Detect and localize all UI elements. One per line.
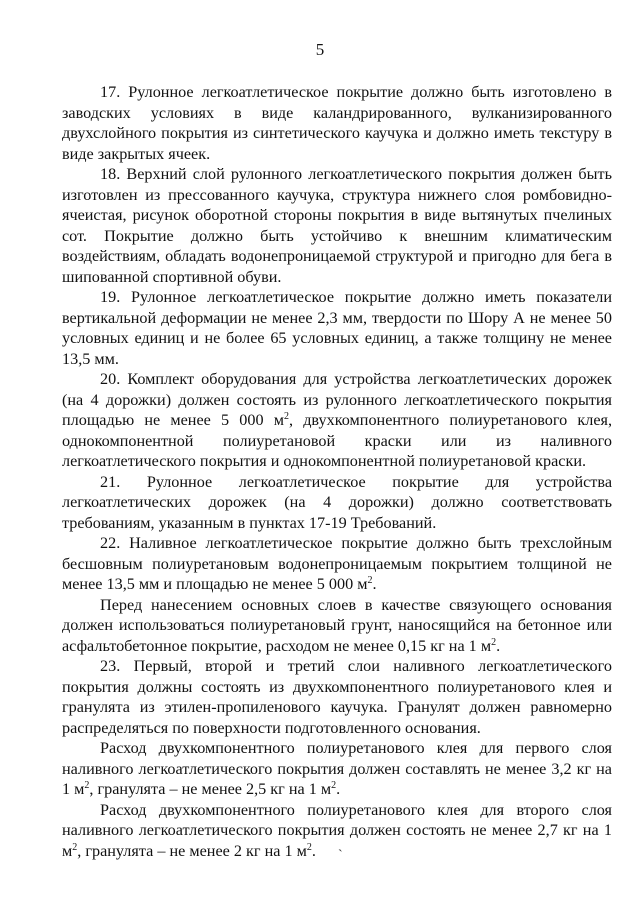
paragraph-text: .	[496, 636, 501, 655]
paragraph-18: 18. Верхний слой рулонного легкоатлетического покрытия должен быть изготовлен из прессованного каучука, структура нижнего слоя ромбовидно-ячеистая, рисунок оборотной стороны покрытия в виде вытянутых пчелиных сот. Покрытие должно быть устойчиво к внешним климатическим воздействиям, обладать водонепроницаемой структурой и пригодно для бега в шипованной спортивной обуви.	[62, 165, 612, 286]
paragraph-19: 19. Рулонное легкоатлетическое покрытие должно иметь показатели вертикальной деформации не менее 2,3 мм, твердости по Шору А не менее 50 условных единиц и не более 65 условных единиц, а также толщину не менее 13,5 мм.	[62, 288, 612, 368]
paragraph-text: .	[311, 841, 316, 860]
superscript: 2	[331, 780, 337, 791]
superscript: 2	[367, 575, 373, 586]
superscript: 2	[72, 841, 78, 853]
paragraph-text: Расход двухкомпонентного полиуретанового клея для первого слоя наливного легкоатлетического покрытия должен составлять не менее 3,2 кг на 1 м	[62, 739, 612, 798]
paragraph-text: .	[336, 780, 341, 798]
superscript: 2	[283, 411, 289, 422]
paragraph-text: Перед нанесением основных слоев в качестве связующего основания должен использоваться полиуретановый грунт, наносящийся на бетонное или асфальтобетонное покрытие, расходом не менее 0,15 кг на 1 м	[62, 595, 612, 655]
paragraph-20	[62, 369, 612, 472]
paragraph-text: .	[372, 575, 377, 593]
page-number: 5	[315, 40, 325, 59]
scan-mark: `	[338, 848, 343, 863]
paragraph-text: , двухкомпонентного полиуретанового клея, однокомпонентной полиуретановой краски или из наливного легкоатлетического покрытия и однокомпонентной полиуретановой краски.	[62, 411, 612, 470]
paragraph-21: 21. Рулонное легкоатлетическое покрытие для устройства легкоатлетических дорожек (на 4 дорожки) должно соответствовать требованиям, указанным в пунктах 17-19 Требований.	[62, 472, 612, 532]
superscript: 2	[491, 636, 497, 648]
paragraph-22	[62, 533, 612, 595]
paragraph-first-layer-rate	[62, 738, 612, 800]
paragraph-23: 23. Первый, второй и третий слои наливного легкоатлетического покрытия должны состоять из двухкомпонентного полиуретанового клея и гранулята из этилен-пропиленового каучука. Гранулят должен равномерно распределяться по поверхности подготовленного основания.	[62, 657, 612, 737]
document-body	[62, 82, 612, 861]
paragraph-text: Расход двухкомпонентного полиуретанового клея для второго слоя наливного легкоатлетического покрытия должен состоять не менее 2,7 кг на 1 м	[62, 800, 612, 860]
paragraph-text: , гранулята – не менее 2,5 кг на 1 м	[89, 780, 332, 798]
paragraph-text: , гранулята – не менее 2 кг на 1 м	[77, 841, 307, 860]
superscript: 2	[306, 841, 312, 853]
superscript: 2	[84, 780, 90, 791]
paragraph-primer	[62, 595, 612, 657]
paragraph-text: 20. Комплект оборудования для устройства легкоатлетических дорожек (на 4 дорожки) должен состоять из рулонного легкоатлетического покрытия площадью не менее 5 000 м	[62, 370, 612, 429]
paragraph-second-layer-rate	[62, 800, 612, 862]
paragraph-17: 17. Рулонное легкоатлетическое покрытие должно быть изготовлено в заводских условиях в виде каландрированного, вулканизированного двухслойного покрытия из синтетического каучука и должно иметь текстуру в виде закрытых ячеек.	[62, 83, 612, 163]
paragraph-text: 22. Наливное легкоатлетическое покрытие должно быть трехслойным бесшовным полиуретановым водонепроницаемым покрытием толщиной не менее 13,5 мм и площадью не менее 5 000 м	[62, 534, 612, 593]
